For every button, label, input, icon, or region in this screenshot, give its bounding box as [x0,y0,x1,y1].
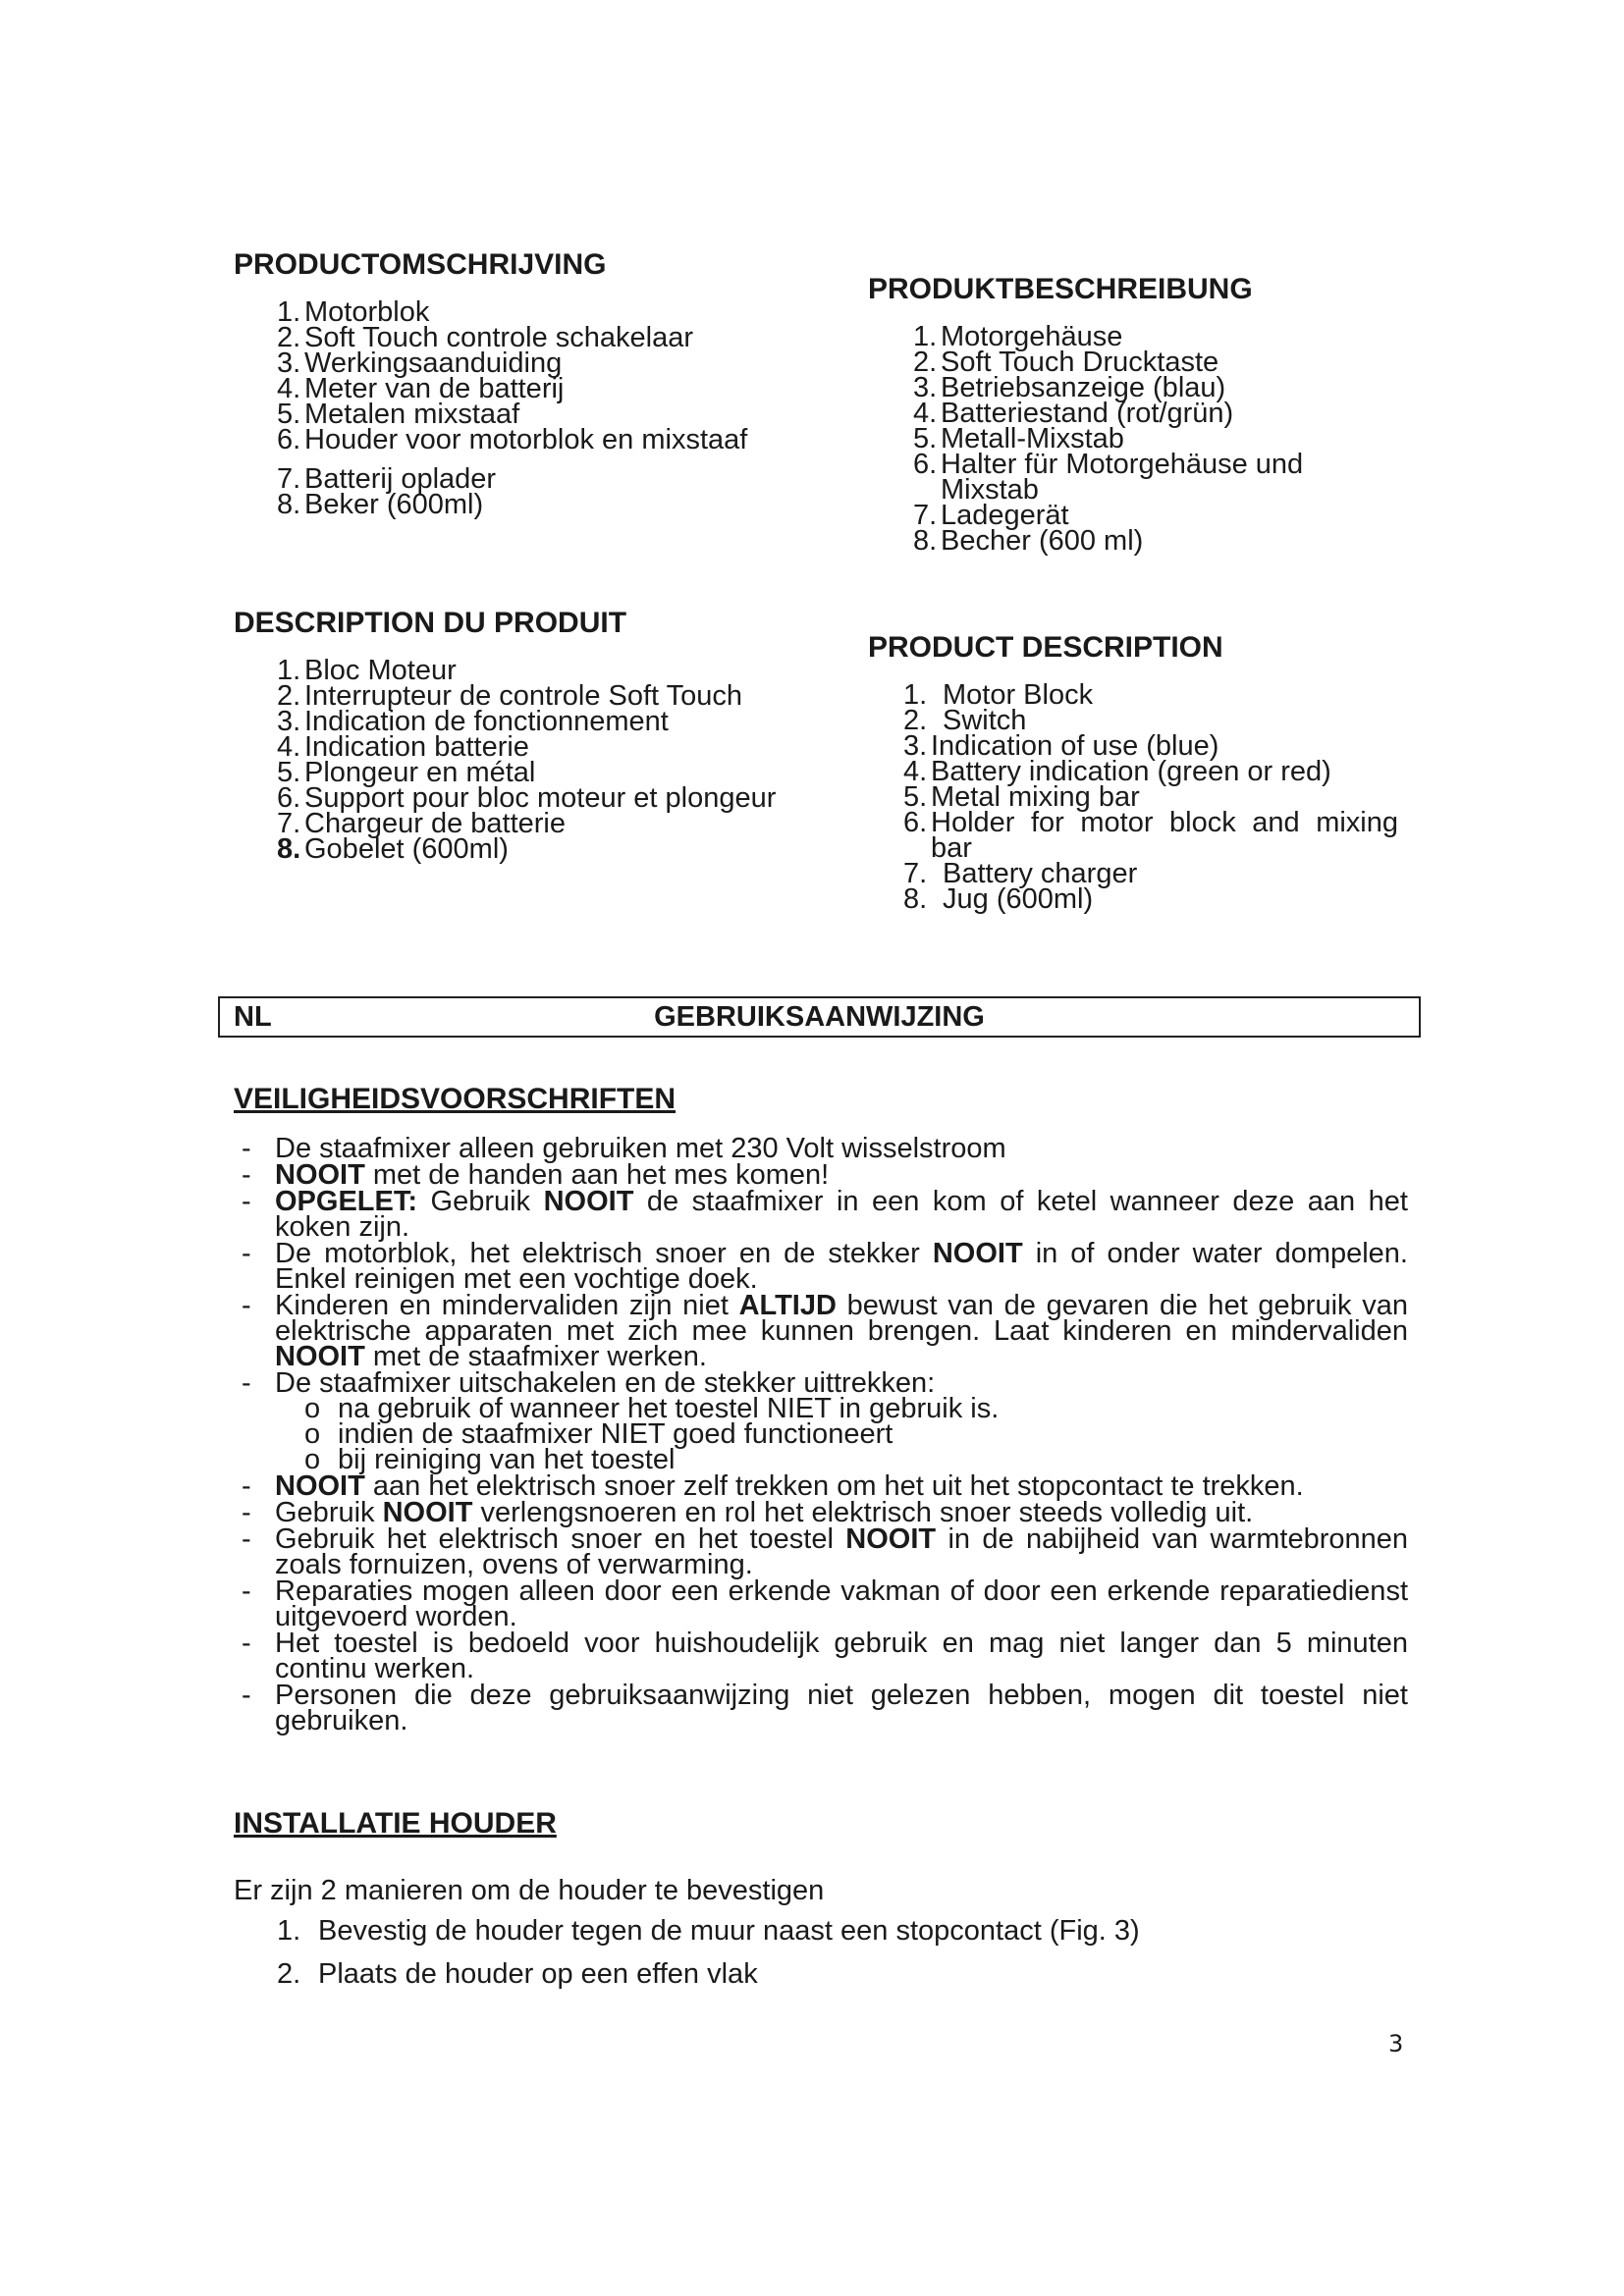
list-item: o indien de staafmixer NIET goed functioneert [304,1418,893,1450]
en-description-heading: PRODUCT DESCRIPTION [868,631,1223,664]
list-item: 5. Metal mixing bar [903,781,1140,813]
en-parts-list [868,679,1398,915]
safety-list [234,1133,1408,1736]
list-item: 5. Plongeur en métal [277,757,536,788]
list-item: 7. Ladegerät [913,500,1069,531]
list-item: - OPGELET: Gebruik NOOIT de staafmixer in een kom of ketel wanneer deze aan het koken zijn. [242,1186,1408,1243]
language-code: NL [234,1001,272,1033]
fr-description-heading: DESCRIPTION DU PRODUIT [234,607,627,639]
list-item: 1. Bevestig de houder tegen de muur naast een stopcontact (Fig. 3) [277,1915,1140,1947]
list-item: - Personen die deze gebruiksaanwijzing niet gelezen hebben, mogen dit toestel niet gebruiken. [242,1680,1408,1736]
list-item: - De staafmixer alleen gebruiken met 230 Volt wisselstroom [242,1133,1006,1164]
list-item: - De staafmixer uitschakelen en de stekker uittrekken: o na gebruik of wanneer het toestel NIET in gebruik is. o indien de staafmixer NIET goed functioneert o bij reiniging van het toestel [234,1370,1408,1472]
installation-section [234,1809,1408,1996]
list-item: 1. Motor Block [903,679,1094,711]
de-product-description [868,273,1398,557]
manual-title: GEBRUIKSAANWIJZING [654,1001,985,1033]
list-item: 4. Batteriestand (rot/grün) [913,398,1234,429]
list-item: 7. Batterij oplader [277,463,497,495]
list-item: 6. Houder voor motorblok en mixstaaf [277,424,748,455]
list-item: 3. Betriebsanzeige (blau) [913,372,1226,403]
list-item: 6. Support pour bloc moteur et plongeur [277,782,777,814]
list-item: - Het toestel is bedoeld voor huishoudelijk gebruik en mag niet langer dan 5 minuten continu werken. [242,1628,1408,1684]
page-number: 3 [1388,2030,1404,2057]
list-item: - De motorblok, het elektrisch snoer en de stekker NOOIT in of onder water dompelen. Enkel reinigen met een vochtige doek. [242,1238,1408,1295]
list-item: 8. Gobelet (600ml) [277,833,509,865]
list-item: o bij reiniging van het toestel [304,1444,676,1475]
list-item: 1. Bloc Moteur [277,655,457,686]
list-item: 5. Metall-Mixstab [913,423,1124,454]
nl-parts-list [234,296,798,520]
installation-heading: INSTALLATIE HOUDER [234,1807,557,1840]
list-item: - Gebruik het elektrisch snoer en het toestel NOOIT in de nabijheid van warmtebronnen zoals fornuizen, ovens of verwarming. [242,1523,1408,1580]
list-item: 2. Soft Touch Drucktaste [913,347,1219,378]
nl-product-description [234,248,798,520]
list-item: 4. Indication batterie [277,731,529,763]
list-item: 1. Motorblok [277,296,430,328]
manual-title-bar [218,996,1421,1038]
safety-section [234,1085,1408,1735]
list-item: 2. Switch [903,705,1027,736]
list-item: 2. Interrupteur de controle Soft Touch [277,680,743,712]
list-item: - Gebruik NOOIT verlengsnoeren en rol het elektrisch snoer steeds volledig uit. [242,1497,1254,1528]
list-item: 7. Chargeur de batterie [277,808,566,839]
list-item: - Kinderen en mindervaliden zijn niet ALTIJD bewust van de gevaren die het gebruik van elektrische apparaten met zich mee kunnen brengen. Laat kinderen en mindervaliden NOOIT met de staafmixer werken. [242,1290,1408,1372]
list-item: 3. Indication de fonctionnement [277,706,669,737]
list-item: 7. Battery charger [903,858,1138,889]
list-item: 2. Plaats de houder op een effen vlak [277,1958,758,1990]
list-item: - Reparaties mogen alleen door een erkende vakman of door een erkende reparatiedienst uitgevoerd worden. [242,1575,1408,1632]
installation-intro: Er zijn 2 manieren om de houder te bevestigen [234,1875,825,1906]
list-item: - NOOIT aan het elektrisch snoer zelf trekken om het uit het stopcontact te trekken. [242,1470,1304,1502]
nl-description-heading: PRODUCTOMSCHRIJVING [234,248,607,281]
list-item: 3. Indication of use (blue) [903,730,1219,762]
safety-heading: VEILIGHEIDSVOORSCHRIFTEN [234,1083,677,1115]
list-item: 3. Werkingsaanduiding [277,347,563,379]
list-item: 8. Becher (600 ml) [913,525,1144,557]
list-item: 4. Battery indication (green or red) [903,756,1331,787]
de-description-heading: PRODUKTBESCHREIBUNG [868,273,1253,305]
list-item: 5. Metalen mixstaaf [277,399,520,430]
list-item: 2. Soft Touch controle schakelaar [277,322,694,353]
list-item: 6. Holder for motor block and mixing bar [903,807,1398,864]
en-product-description [868,631,1398,915]
installation-steps [234,1909,1408,1996]
list-item: - NOOIT met de handen aan het mes komen! [242,1159,830,1191]
list-item: 8. Jug (600ml) [903,883,1094,915]
fr-parts-list [234,655,788,865]
de-parts-list [868,321,1398,557]
fr-product-description [234,607,788,865]
unplug-conditions-list [234,1393,1408,1475]
list-item: o na gebruik of wanneer het toestel NIET in gebruik is. [304,1393,1000,1424]
list-item: 8. Beker (600ml) [277,489,484,520]
list-item: 6. Halter für Motorgehäuse und Mixstab [913,449,1304,506]
list-item: 4. Meter van de batterij [277,373,565,404]
list-item: 1. Motorgehäuse [913,321,1123,352]
